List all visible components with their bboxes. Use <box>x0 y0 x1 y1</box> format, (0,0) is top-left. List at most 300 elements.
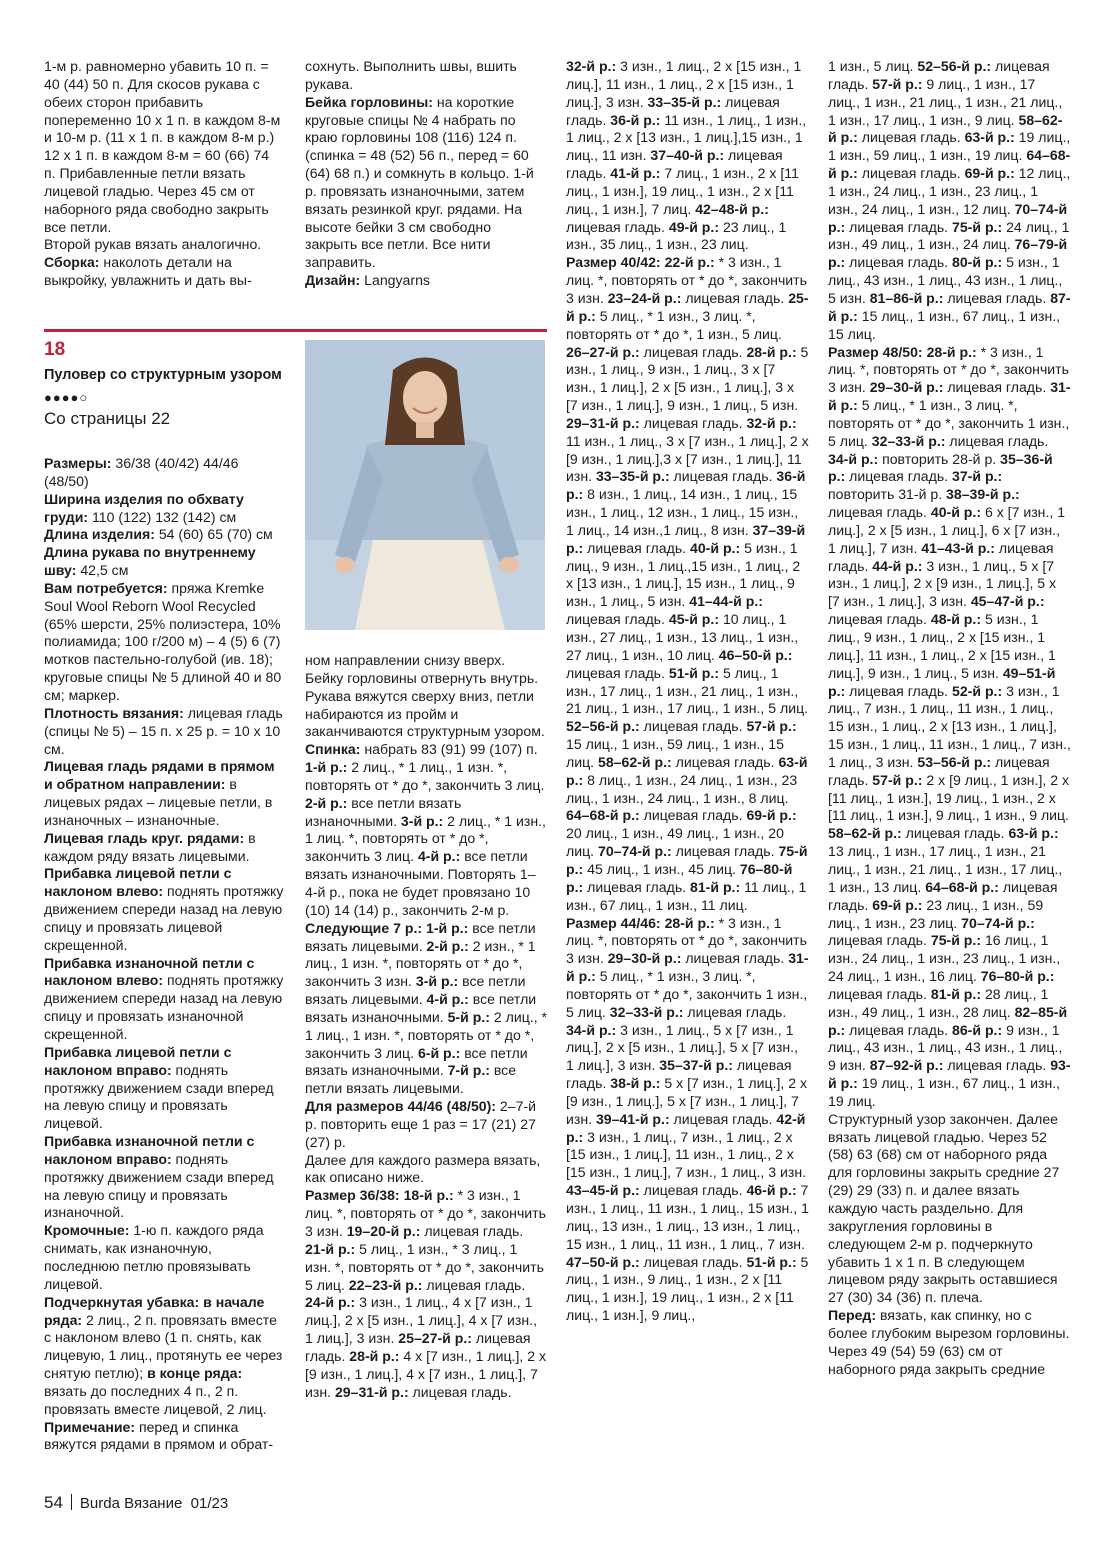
row-label: 48-й р.: <box>930 611 982 628</box>
page-number: 54 <box>44 1493 63 1512</box>
column-2-top <box>305 58 547 290</box>
column-1-top <box>44 58 284 290</box>
row-label: 35–37-й р.: <box>659 1057 733 1074</box>
row-text: 45 лиц., 1 изн., 45 лиц. <box>583 860 740 877</box>
row-text: лицевая гладь. <box>566 611 669 628</box>
row-label: 63-й р.: <box>964 129 1015 146</box>
row-text: лицевая гладь. <box>845 682 952 699</box>
row-text: лицевая гладь. <box>639 343 747 360</box>
paragraph: 1-м р. равномерно убавить 10 п. = 40 (44) 50 п. Для скосов рукава с обеих сторон прибавить попеременно 10 х 1 п. в каждом 8-м и 10-м р. (11 х 1 п. в каждом 8-м р.) 12 х 1 п. в каждом 8-м = 60 (66) 74 п. Прибавленные петли вязать лицевой гладью. Через 45 см от наборного ряда свободно закрыть все петли. <box>44 58 281 235</box>
row-text: повторить 28-й р. <box>878 450 1001 467</box>
row-label: 31-й р.: <box>566 950 809 985</box>
row-text: 3 изн., 1 лиц., 4 х [7 изн., 1 лиц.], 2 х [5 изн., 1 лиц.], 4 х [7 изн., 1 лиц.], 3 изн. <box>305 1294 538 1347</box>
row-text: лицевая гладь. <box>681 289 789 306</box>
row-text: 10 лиц., 1 изн., 27 лиц., 1 изн., 13 лиц., 1 изн., 27 лиц., 1 изн., 10 лиц. <box>566 611 799 663</box>
row-text: 7 лиц., 1 изн., 2 х [11 лиц., 1 изн.], 19 лиц., 1 изн., 2 х [11 лиц., 1 изн.], 7 лиц. <box>566 165 799 217</box>
row-label: 80-й р.: <box>952 254 1003 271</box>
row-text: лицевая гладь. <box>828 504 931 521</box>
row-label: 4-й р.: <box>426 991 469 1008</box>
row-text: лицевая гладь. <box>639 1253 747 1270</box>
row-label: 87–92-й р.: <box>869 1057 944 1074</box>
text: пряжа Kremke Soul Wool Reborn Wool Recycled (65% шерсти, 25% полиэстера, 10% полиамида; 100 г/200 м) – 4 (5) 6 (7) мотков пастельно-голубой (ив. 18); круговые спицы № 5 длиной 40 и 80 см; маркер. <box>44 579 282 703</box>
label: Размер 36/38: <box>305 1187 400 1204</box>
row-label: 2-й р.: <box>305 794 348 811</box>
row-label: 70–74-й р.: <box>598 843 672 860</box>
photo-illustration <box>305 340 545 630</box>
row-label: 25-й р.: <box>566 289 809 324</box>
row-label: 93-й р.: <box>828 1057 1071 1092</box>
row-label: 23–24-й р.: <box>607 289 682 306</box>
row-label: 75-й р.: <box>930 932 982 949</box>
row-text: лицевая гладь. <box>857 165 965 182</box>
label: Следующие 7 р.: <box>305 919 423 936</box>
row-label: 64–68-й р.: <box>828 147 1071 182</box>
row-label: 33–35-й р.: <box>647 93 722 110</box>
label: Подчеркнутая убавка: в начале ряда: <box>44 1293 265 1328</box>
row-label: 69-й р.: <box>746 807 797 824</box>
text: наколоть детали на выкройку, увлажнить и дать вы- <box>44 254 252 289</box>
row-label: 5-й р.: <box>447 1008 490 1025</box>
row-text: 3 изн., 1 лиц., 5 х [7 изн., 1 лиц.], 2 х [5 изн., 1 лиц.], 5 х [7 изн., 1 лиц.], 3 изн. <box>566 1021 799 1074</box>
row-text: 11 изн., 1 лиц., 3 х [7 изн., 1 лиц.], 2 х [9 изн., 1 лиц.],3 х [7 изн., 1 лиц.], 11 изн. <box>566 432 809 485</box>
row-label: 26–27-й р.: <box>566 343 640 360</box>
row-text: лицевая гладь. <box>566 147 783 182</box>
row-label: 28-й р.: <box>664 914 715 931</box>
row-text: лицевая гладь. <box>583 539 690 556</box>
row-label: 63-й р.: <box>1008 825 1059 842</box>
text: на короткие круговые спицы № 4 набрать по краю горловины 108 (116) 124 п. (спинка = 48 (52) 56 п., перед = 60 (64) 68 п.) и сомкнуть в кольцо. 1-й р. провязать изнаночными, затем вязать резинкой круг. рядами. На высоте бейки 3 см свободно закрыть все петли. Все нити заправить. <box>305 93 534 271</box>
row-text: лицевая гладь. <box>422 1276 526 1293</box>
row-text: лицевая гладь. <box>943 289 1051 306</box>
row-label: 1-й р.: <box>305 759 348 776</box>
row-text: лицевая гладь. <box>845 218 952 235</box>
row-text: лицевая гладь. <box>845 468 952 485</box>
row-label: 76–80-й р.: <box>566 860 793 895</box>
row-label: 29–31-й р.: <box>566 414 640 431</box>
row-label: 57-й р.: <box>746 718 797 735</box>
row-label: 49-й р.: <box>668 218 720 235</box>
row-label: 47–50-й р.: <box>566 1253 640 1270</box>
text: 2–7-й р. повторить еще 1 раз = 17 (21) 27 (27) р. <box>305 1098 537 1150</box>
label: Плотность вязания: <box>44 704 184 721</box>
text: поднять протяжку движением спереди назад на левую спицу и провязать изнаночной скрещенной. <box>44 972 284 1042</box>
label: Размер 44/46: <box>566 914 661 931</box>
row-label: 42-й р.: <box>566 1110 806 1145</box>
label: Кромочные: <box>44 1222 130 1239</box>
row-text: 8 лиц., 1 изн., 24 лиц., 1 изн., 23 лиц., 1 изн., 24 лиц., 1 изн., 8 лиц. <box>566 771 798 806</box>
paragraph <box>44 580 284 705</box>
model-photo <box>305 340 545 630</box>
row-label: 70–74-й р.: <box>828 200 1068 235</box>
row-text: 11 изн., 1 лиц., 1 изн., 1 лиц., 2 х [13 изн., 1 лиц.],15 изн., 1 лиц., 11 изн. <box>566 111 807 164</box>
row-label: 37–39-й р.: <box>566 521 806 556</box>
row-label: 2-й р.: <box>426 937 469 954</box>
row-label: 86-й р.: <box>952 1021 1003 1038</box>
row-text: лицевая гладь. <box>828 932 931 949</box>
row-text: все петли вязать изнаночными. Повторять 1–4-й р., пока не будет провязано 10 (10) 14 (14) р., закончить 2-м р. <box>305 848 536 918</box>
row-text: лицевая гладь. <box>828 878 1058 913</box>
row-label: 58–62-й р.: <box>828 111 1063 146</box>
row-label: 34-й р.: <box>566 1021 617 1038</box>
row-label: 21-й р.: <box>305 1240 356 1257</box>
paragraph <box>44 526 284 544</box>
row-label: 37-й р.: <box>952 468 1003 485</box>
row-text: 5 лиц., * 1 изн., 3 лиц. *, повторять от * до *, 1 изн., 5 лиц. <box>566 307 782 342</box>
row-text: 19 лиц., 1 изн., 59 лиц., 1 изн., 19 лиц. <box>828 129 1071 164</box>
row-label: 22–23-й р.: <box>348 1276 423 1293</box>
row-text: лицевая гладь. <box>828 539 1054 574</box>
paragraph <box>44 1044 284 1133</box>
text: ном направлении снизу вверх. Бейку горловины отвернуть внутрь. Рукава вяжутся сверху вниз, петли набираются из пройм и заканчиваются структурным узором. <box>305 652 545 740</box>
row-label: 51-й р.: <box>746 1253 797 1270</box>
row-text: 5 изн., 1 лиц., 43 изн., 1 лиц., 43 изн., 1 лиц., 5 изн. <box>828 254 1063 306</box>
row-label: 53–56-й р.: <box>917 753 992 770</box>
label: Длина рукава по внутреннему шву: <box>44 544 256 579</box>
row-text: все петли вязать лицевыми. <box>305 919 536 954</box>
row-text: 15 лиц., 1 изн., 67 лиц., 1 изн., 15 лиц. <box>828 307 1061 342</box>
paragraph <box>44 705 284 759</box>
row-text: 5 лиц., 1 изн., 17 лиц., 1 изн., 21 лиц., 1 изн., 21 лиц., 1 изн., 17 лиц., 1 изн., 5 лиц. <box>566 664 809 717</box>
row-label: 42–48-й р.: <box>695 200 769 217</box>
text: поднять протяжку движением сзади вперед на левую спицу и провязать лицевой. <box>44 1061 274 1132</box>
label: Перед: <box>828 1307 877 1324</box>
text: 110 (122) 132 (142) см <box>88 508 237 525</box>
row-text: лицевая гладь. <box>639 414 747 431</box>
row-label: 41–43-й р.: <box>921 539 995 556</box>
row-label: 69-й р.: <box>872 896 923 913</box>
text: 42,5 см <box>76 562 129 579</box>
footer-divider <box>71 1494 72 1510</box>
label: Примечание: <box>44 1418 136 1435</box>
paragraph <box>305 1152 547 1188</box>
row-text: 11 лиц., 1 изн., 67 лиц., 1 изн., 11 лиц. <box>566 878 807 913</box>
row-text: 3 изн., 1 лиц., 2 х [15 изн., 1 лиц.], 11 изн., 1 лиц., 2 х [15 изн., 1 лиц.], 3 изн. <box>566 58 802 110</box>
row-text: 7 изн., 1 лиц., 11 изн., 1 лиц., 15 изн., 1 лиц., 13 изн., 1 лиц., 13 изн., 1 лиц., 15 изн., 1 лиц., 11 изн., 1 лиц., 7 изн. <box>566 1182 809 1252</box>
row-text: 5 лиц., 1 изн., * 3 лиц., 1 изн. *, повторять от * до *, закончить 5 лиц. <box>305 1240 544 1293</box>
row-label: 75-й р.: <box>952 218 1003 235</box>
row-text: лицевая гладь. <box>669 468 777 485</box>
paragraph <box>566 915 809 1325</box>
row-text: 16 лиц., 1 изн., 24 лиц., 1 изн., 23 лиц., 1 изн., 24 лиц., 1 изн., 16 лиц. <box>828 932 1061 985</box>
row-label: 32-й р.: <box>746 414 797 431</box>
row-text: 8 изн., 1 лиц., 14 изн., 1 лиц., 15 изн., 1 лиц., 12 изн., 1 лиц., 15 изн., 1 лиц., 14 изн.,1 лиц., 8 изн. <box>566 486 799 538</box>
row-text: 2 лиц., * 1 лиц., 1 изн. *, повторять от * до *, закончить 3 лиц. <box>305 1008 548 1061</box>
paragraph: Второй рукав вязать аналогично. <box>44 236 262 253</box>
row-label: 82–85-й р.: <box>828 1003 1068 1038</box>
row-text: все петли вязать изнаночными. <box>305 991 537 1025</box>
row-text: 5 лиц., * 1 изн., 3 лиц. *, повторять от * до *, закончить 1 изн., 5 лиц. <box>566 968 808 1020</box>
label: Бейка горловины: <box>305 93 433 110</box>
paragraph <box>566 254 809 914</box>
row-label: 3-й р.: <box>400 812 444 829</box>
text: 36/38 (40/42) 44/46 (48/50) <box>44 455 239 489</box>
column-1-body <box>44 455 284 1454</box>
row-text: лицевая гладь. <box>901 825 1009 842</box>
row-label: 28-й р.: <box>746 343 797 360</box>
row-label: 52–56-й р.: <box>566 718 640 735</box>
row-text: лицевая гладь. <box>420 1223 524 1239</box>
paragraph <box>305 920 547 1098</box>
row-label: 58–62-й р.: <box>828 825 902 842</box>
text: Далее для каждого размера вязать, как описано ниже. <box>305 1151 541 1186</box>
text: Langyarns <box>360 272 430 289</box>
row-label: 32-й р.: <box>566 58 617 74</box>
row-label: 36-й р.: <box>610 111 661 128</box>
paragraph <box>566 58 809 254</box>
text: в каждом ряду вязать лицевыми. <box>44 829 256 864</box>
row-label: 57-й р.: <box>872 75 923 92</box>
paragraph <box>44 491 284 527</box>
row-label: 34-й р.: <box>828 450 879 467</box>
paragraph <box>44 1419 284 1455</box>
row-text: 5 х [7 изн., 1 лиц.], 2 х [9 изн., 1 лиц.], 5 х [7 изн., 1 лиц.], 7 изн. <box>566 1075 808 1127</box>
label: Размер 40/42: <box>566 254 661 271</box>
row-text: лицевая гладь. <box>671 753 779 770</box>
row-text: 5 лиц., 1 изн., 9 лиц., 1 изн., 2 х [11 лиц., 1 изн.], 19 лиц., 1 изн., 2 х [11 лиц., 1 изн.], 9 лиц., <box>566 1253 809 1324</box>
row-text: лицевая гладь. <box>639 1182 747 1199</box>
row-text: лицевая гладь. <box>681 950 789 967</box>
row-text: лицевая гладь. <box>566 1057 792 1092</box>
column-4 <box>828 58 1071 1378</box>
row-text: лицевая гладь. <box>566 93 780 128</box>
row-label: 24-й р.: <box>305 1294 356 1311</box>
row-label: 25–27-й р.: <box>398 1330 472 1347</box>
row-label: 76–79-й р.: <box>828 236 1068 271</box>
pattern-number: 18 <box>44 339 66 360</box>
row-label: 39–41-й р.: <box>595 1110 670 1127</box>
paragraph <box>828 1111 1071 1307</box>
label: Прибавка изнаночной петли с наклоном вправо: <box>44 1133 255 1167</box>
row-label: 45-й р.: <box>668 611 720 628</box>
row-text: лицевая гладь. <box>639 807 747 824</box>
label: Вам потребуется: <box>44 579 168 596</box>
text: поднять протяжку движением сзади вперед на левую спицу и провязать изнаночной. <box>44 1150 274 1221</box>
paragraph <box>305 94 547 272</box>
page-footer <box>44 1493 228 1514</box>
row-text: 28 лиц., 1 изн., 49 лиц., 1 изн., 28 лиц. <box>828 985 1049 1020</box>
row-label: 22-й р.: <box>664 254 715 271</box>
row-text: лицевая гладь. <box>566 664 669 681</box>
row-label: 63-й р.: <box>566 753 808 788</box>
row-text: 4 х [7 изн., 1 лиц.], 2 х [9 изн., 1 лиц.], 4 х [7 изн., 1 лиц.], 7 изн. <box>305 1347 547 1400</box>
text: набрать 83 (91) 99 (107) п. <box>360 741 538 758</box>
text: лицевая гладь (спицы № 5) – 15 п. х 25 р. = 10 х 10 см. <box>44 704 283 757</box>
row-text: лицевая гладь. <box>639 718 747 735</box>
row-label: 31-й р.: <box>828 379 1071 414</box>
row-text: * 3 изн., 1 лиц. *, повторять от * до *, закончить 3 изн. <box>566 914 807 967</box>
row-label: 38–39-й р.: <box>946 486 1020 503</box>
row-text: 9 изн., 1 лиц., 43 изн., 1 лиц., 43 изн., 1 лиц., 9 изн. <box>828 1021 1063 1074</box>
row-label: 29–30-й р.: <box>869 379 944 396</box>
row-text: лицевая гладь. <box>828 611 931 628</box>
row-text: лицевая гладь. <box>828 753 1050 788</box>
row-text: 23 лиц., 1 изн., 35 лиц., 1 изн., 23 лиц. <box>566 218 787 253</box>
row-text: * 3 изн., 1 лиц. *, повторять от * до *, закончить 3 изн. <box>305 1187 546 1239</box>
label: Сборка: <box>44 254 100 271</box>
label: Лицевая гладь круг. рядами: <box>44 829 245 846</box>
row-label: 7-й р.: <box>447 1062 490 1079</box>
paragraph <box>828 344 1071 1111</box>
row-text: 13 лиц., 1 изн., 17 лиц., 1 изн., 21 лиц., 1 изн., 21 лиц., 1 изн., 17 лиц., 1 изн., 13 лиц. <box>828 843 1063 895</box>
row-label: 75-й р.: <box>566 843 808 877</box>
row-label: 41-й р.: <box>610 165 661 182</box>
paragraph <box>305 741 547 919</box>
paragraph <box>305 58 547 94</box>
row-text: 6 х [7 изн., 1 лиц.], 2 х [5 изн., 1 лиц.], 6 х [7 изн., 1 лиц.], 7 изн. <box>828 504 1066 556</box>
row-label: 32–33-й р.: <box>871 432 946 449</box>
row-text: 5 изн., 1 лиц., 9 изн., 1 лиц., 3 х [7 изн., 1 лиц.], 2 х [5 изн., 1 лиц.], 3 х [7 изн., 1 лиц.], 9 изн., 1 лиц., 5 изн. <box>566 343 809 414</box>
row-text: все петли вязать изнаночными. <box>305 794 462 829</box>
text: 2 лиц., 2 п. провязать вместе с наклоном влево (1 п. снять, как лицевую, 1 лиц., протянуть ее через снятую петлю); <box>44 1311 283 1382</box>
row-text: лицевая гладь. <box>828 58 1050 92</box>
row-text: 19 лиц., 1 изн., 67 лиц., 1 изн., 19 лиц. <box>828 1075 1061 1109</box>
row-label: 69-й р.: <box>964 165 1015 182</box>
row-label: 3-й р.: <box>415 973 459 990</box>
column-2-body <box>305 652 547 1401</box>
row-label: 6-й р.: <box>417 1044 461 1061</box>
label: Прибавка изнаночной петли с наклоном влево: <box>44 954 255 989</box>
row-label: 1-й р.: <box>425 919 469 936</box>
paragraph <box>44 254 284 290</box>
row-text: 2 изн., * 1 лиц., 1 изн. *, повторять от * до *, закончить 3 изн. <box>305 937 536 990</box>
text: перед и спинка вяжутся рядами в прямом и обрат- <box>44 1418 274 1453</box>
row-text: 2 х [9 лиц., 1 изн.], 2 х [11 лиц., 1 изн.], 19 лиц., 1 изн., 2 х [11 лиц., 1 изн.], 9 лиц., 1 изн., 9 лиц. <box>828 771 1070 824</box>
row-text: лицевая гладь. <box>305 1330 531 1364</box>
row-label: 32–33-й р.: <box>609 1003 684 1020</box>
label: Лицевая гладь рядами в прямом и обратном направлении: <box>44 758 275 793</box>
row-label: 64–68-й р.: <box>566 807 640 824</box>
row-text: лицевая гладь. <box>583 878 690 895</box>
text: поднять протяжку движением спереди назад на левую спицу и провязать лицевой скрещенной. <box>44 883 284 953</box>
column-3 <box>566 58 809 1325</box>
row-text: 1 изн., 5 лиц. <box>828 58 918 74</box>
paragraph <box>44 758 284 829</box>
row-text: 2 лиц., * 1 лиц., 1 изн. *, повторять от * до *, закончить 3 лиц. <box>305 759 545 793</box>
issue-number: 01/23 <box>190 1495 229 1512</box>
row-label: 81–86-й р.: <box>869 289 944 306</box>
row-text: все петли вязать лицевыми. <box>305 1062 517 1097</box>
row-label: 45–47-й р.: <box>970 593 1045 610</box>
row-label: 81-й р.: <box>930 985 982 1002</box>
label: Прибавка лицевой петли с наклоном влево: <box>44 865 232 900</box>
row-label: 44-й р.: <box>872 557 923 574</box>
row-label: 29–31-й р.: <box>334 1383 409 1400</box>
row-text: 5 изн., 1 лиц., 9 изн., 1 лиц., 2 х [15 изн., 1 лиц.], 11 изн., 1 лиц., 2 х [15 изн., 1 лиц.], 9 изн., 1 лиц., 5 изн. <box>828 611 1056 681</box>
label: Для размеров 44/46 (48/50): <box>305 1098 497 1115</box>
label: Размер 48/50: <box>828 343 923 360</box>
label: Размеры: <box>44 455 112 471</box>
paragraph <box>44 955 284 1044</box>
row-label: 64–68-й р.: <box>925 878 999 895</box>
row-label: 37–40-й р.: <box>650 147 725 164</box>
label: Прибавка лицевой петли с наклоном вправо: <box>44 1043 232 1078</box>
text: 54 (60) 65 (70) см <box>154 526 273 543</box>
row-text: лицевая гладь. <box>857 129 965 146</box>
row-label: 46–50-й р.: <box>718 646 793 663</box>
label: Длина изделия: <box>44 526 155 543</box>
row-label: 51-й р.: <box>668 664 720 681</box>
row-text: лицевая гладь. <box>945 432 1049 449</box>
row-text: повторить 31-й р. <box>828 486 947 503</box>
row-label: 49–51-й р.: <box>828 664 1056 699</box>
row-label: 46-й р.: <box>746 1182 797 1199</box>
row-text: лицевая гладь. <box>943 1057 1051 1074</box>
row-label: 87-й р.: <box>828 289 1071 324</box>
paragraph <box>305 272 547 290</box>
row-label: 19–20-й р.: <box>346 1223 421 1239</box>
row-label: 70–74-й р.: <box>961 914 1035 931</box>
row-label: 76–80-й р.: <box>980 968 1055 985</box>
row-text: лицевая гладь. <box>828 985 931 1002</box>
row-text: 3 изн., 1 лиц., 5 х [7 изн., 1 лиц.], 2 х [9 изн., 1 лиц.], 5 х [7 изн., 1 лиц.], 3 изн. <box>828 557 1057 610</box>
row-text: * 3 изн., 1 лиц. *, повторять от * до *, закончить 3 изн. <box>566 254 807 306</box>
row-text: лицевая гладь. <box>683 1003 787 1020</box>
row-text: 23 лиц., 1 изн., 59 лиц., 1 изн., 23 лиц. <box>828 896 1044 931</box>
section-divider <box>44 329 547 332</box>
row-label: 52–56-й р.: <box>917 58 992 74</box>
row-label: 40-й р.: <box>690 539 741 556</box>
label: Спинка: <box>305 741 361 758</box>
source-page: Со страницы 22 <box>44 409 171 428</box>
row-label: 33–35-й р.: <box>595 468 670 485</box>
text: 1-ю п. каждого ряда снимать, как изнаночную, последнюю петлю провязывать лицевой. <box>44 1222 264 1292</box>
paragraph <box>44 1294 284 1419</box>
paragraph <box>44 1222 284 1293</box>
row-text: лицевая гладь. <box>669 1110 777 1127</box>
row-label: 4-й р.: <box>417 848 461 865</box>
text: Структурный узор закончен. Далее вязать лицевой гладью. Через 52 (58) 63 (68) см от наборного ряда для горловины закрыть средние 27 (29) 29 (33) п. и далее вязать каждую часть раздельно. Для закругления горловины в следующем 2-м р. подчеркнуто убавить 1 х 1 п. В следующем лицевом ряду закрыть оставшиеся 27 (30) 34 (36) п. плеча. <box>828 1110 1060 1306</box>
difficulty-rating: ●●●●○ <box>44 390 89 405</box>
paragraph <box>305 1098 547 1152</box>
row-text: лицевая гладь. <box>943 379 1051 396</box>
row-text: 15 лиц., 1 изн., 59 лиц., 1 изн., 15 лиц. <box>566 736 784 770</box>
text: вязать до последних 4 п., 2 п. провязать вместе лицевой, 2 лиц. <box>44 1382 267 1417</box>
row-label: 58–62-й р.: <box>598 753 672 770</box>
paragraph <box>44 830 284 866</box>
row-text: 20 лиц., 1 изн., 49 лиц., 1 изн., 20 лиц. <box>566 825 784 860</box>
row-text: лицевая гладь. <box>671 843 779 860</box>
row-label: 57-й р.: <box>872 771 923 788</box>
row-label: 36-й р.: <box>566 468 806 503</box>
row-label: 52-й р.: <box>952 682 1003 699</box>
row-label: 28-й р.: <box>349 1347 400 1364</box>
row-text: * 3 изн., 1 лиц. *, повторять от * до *, закончить 3 изн. <box>828 343 1069 396</box>
row-text: 3 изн., 1 лиц., 7 изн., 1 лиц., 11 изн., 1 лиц., 15 изн., 1 лиц., 2 х [13 изн., 1 лиц.], 15 изн., 1 лиц., 11 изн., 1 лиц., 7 изн., 1 лиц., 3 изн. <box>828 682 1071 770</box>
row-label: 81-й р.: <box>690 878 741 895</box>
text: в лицевых рядах – лицевые петли, в изнаночных – изнаночные. <box>44 776 273 828</box>
paragraph <box>44 1133 284 1222</box>
row-text: лицевая гладь. <box>845 254 952 271</box>
pattern-header <box>44 338 284 436</box>
magazine-name: Burda Вязание <box>79 1495 183 1512</box>
row-text: 5 лиц., * 1 изн., 3 лиц. *, повторять от * до *, закончить 1 изн., 5 лиц. <box>828 397 1070 449</box>
row-text: все петли вязать лицевыми. <box>305 973 526 1008</box>
row-text: 12 лиц., 1 изн., 24 лиц., 1 изн., 23 лиц., 1 изн., 24 лиц., 1 изн., 12 лиц. <box>828 165 1071 217</box>
label: Ширина изделия по обхвату груди: <box>44 490 244 525</box>
paragraph <box>44 865 284 954</box>
row-text: 2 лиц., * 1 изн., 1 лиц. *, повторять от * до *, закончить 3 лиц. <box>305 812 546 865</box>
row-label: 28-й р.: <box>926 343 977 360</box>
label: Дизайн: <box>305 272 361 289</box>
row-label: 43–45-й р.: <box>566 1182 640 1199</box>
row-text: лицевая гладь. <box>408 1383 512 1400</box>
paragraph <box>305 1187 547 1401</box>
row-label: 40-й р.: <box>930 504 982 521</box>
paragraph <box>828 1307 1071 1378</box>
row-text: 9 лиц., 1 изн., 17 лиц., 1 изн., 21 лиц., 1 изн., 21 лиц., 1 изн., 17 лиц., 1 изн., 9 лиц. <box>828 75 1063 128</box>
row-label: 38-й р.: <box>610 1075 661 1092</box>
paragraph <box>44 544 284 580</box>
